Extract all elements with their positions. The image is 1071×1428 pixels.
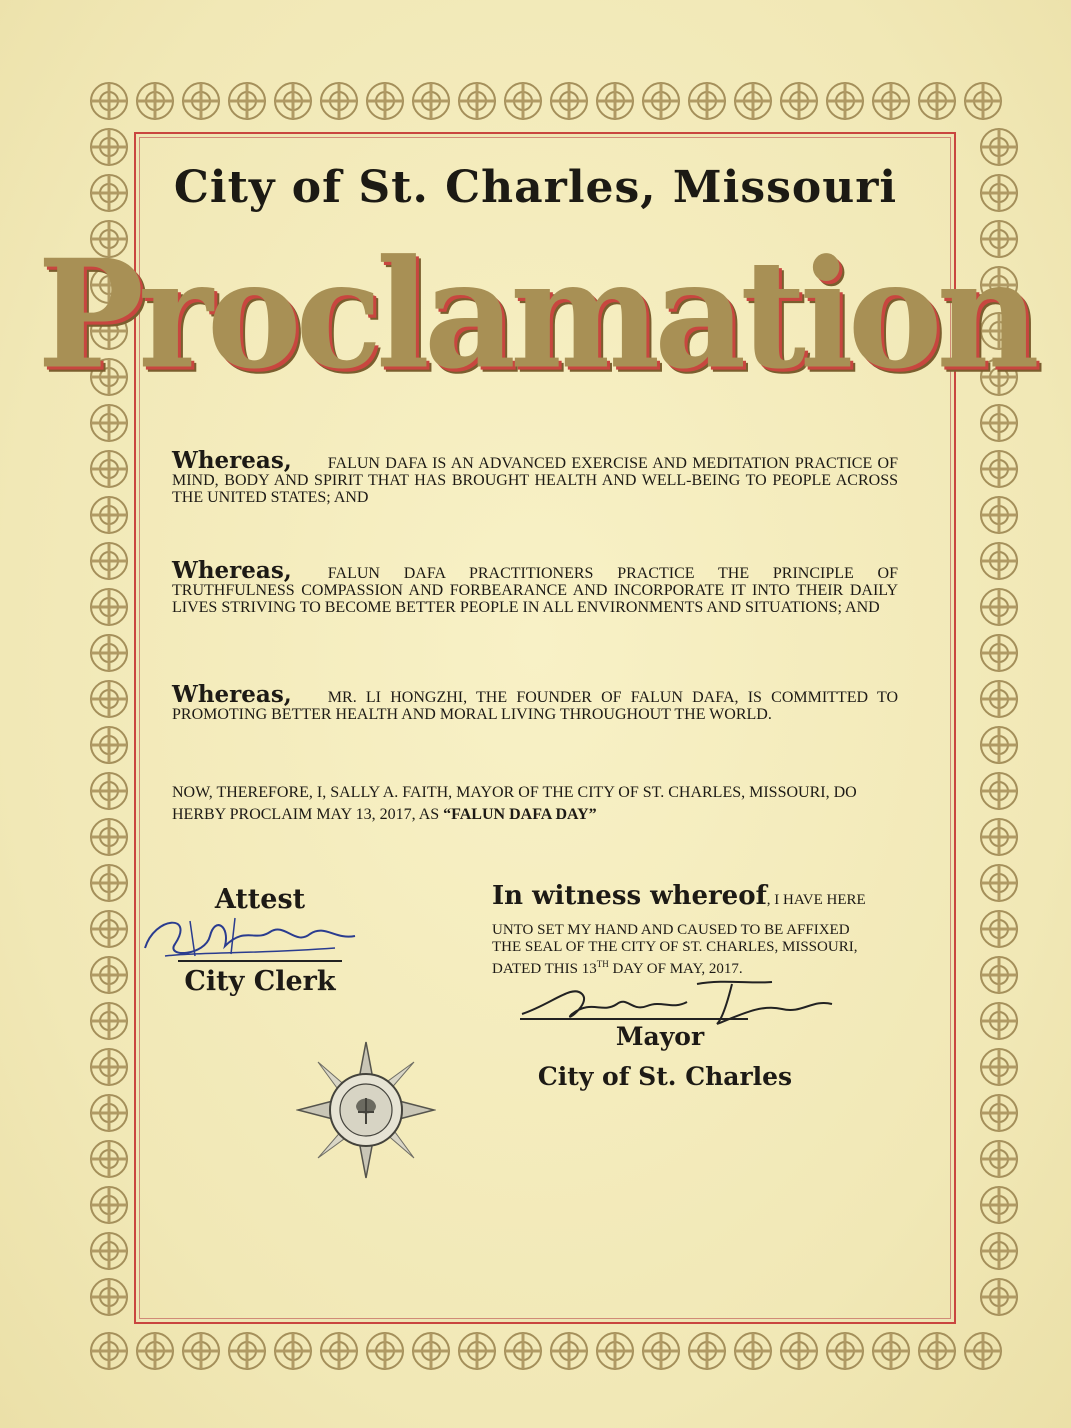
border-ornament-tile <box>91 497 127 533</box>
border-ornament-tile <box>91 1049 127 1085</box>
border-ornament-tile <box>91 543 127 579</box>
border-ornament-tile <box>321 83 357 119</box>
border-ornament-tile <box>827 1333 863 1369</box>
witness-line-1: UNTO SET MY HAND AND CAUSED TO BE AFFIXED <box>492 922 850 938</box>
border-ornament-tile <box>91 405 127 441</box>
border-ornament-tile <box>91 1095 127 1131</box>
border-ornament-tile <box>981 773 1017 809</box>
border-ornament-tile <box>321 1333 357 1369</box>
border-ornament-tile <box>137 1333 173 1369</box>
border-ornament-tile <box>91 1187 127 1223</box>
border-ornament-tile <box>981 911 1017 947</box>
border-ornament-tile <box>981 1279 1017 1315</box>
border-ornament-tile <box>91 635 127 671</box>
border-ornament-tile <box>91 957 127 993</box>
border-ornament-tile <box>597 1333 633 1369</box>
border-ornament-tile <box>643 1333 679 1369</box>
border-ornament-tile <box>873 83 909 119</box>
whereas-clause-3 <box>172 681 898 723</box>
whereas-clause-2 <box>172 557 898 616</box>
border-ornament-tile <box>413 1333 449 1369</box>
border-ornament-tile <box>229 83 265 119</box>
border-ornament-tile <box>981 1233 1017 1269</box>
border-ornament-tile <box>981 1003 1017 1039</box>
border-ornament-tile <box>981 865 1017 901</box>
clerk-signature <box>135 896 365 976</box>
border-ornament-tile <box>689 1333 725 1369</box>
border-ornament-tile <box>275 83 311 119</box>
border-ornament-tile <box>981 957 1017 993</box>
border-ornament-tile <box>551 1333 587 1369</box>
border-ornament-tile <box>91 129 127 165</box>
border-ornament-tile <box>781 1333 817 1369</box>
whereas-label: Whereas, <box>172 557 292 584</box>
border-ornament-tile <box>91 1003 127 1039</box>
border-ornament-tile <box>91 865 127 901</box>
proclamation-title: Proclamation <box>37 227 1034 403</box>
clerk-title: City Clerk <box>184 966 336 997</box>
border-ornament-tile <box>91 451 127 487</box>
border-ornament-tile <box>91 1141 127 1177</box>
border-ornament-tile <box>367 1333 403 1369</box>
border-ornament-tile <box>919 83 955 119</box>
clerk-signature-line <box>178 960 342 962</box>
declaration-text: NOW, THEREFORE, I, SALLY A. FAITH, MAYOR OF THE CITY OF ST. CHARLES, MISSOURI, DO HERBY PROCLAIM MAY 13, 2017, AS <box>172 784 857 823</box>
border-ornament-tile <box>275 1333 311 1369</box>
border-ornament-tile <box>367 83 403 119</box>
declaration-emphasis: “FALUN DAFA DAY” <box>443 806 597 823</box>
whereas-label: Whereas, <box>172 447 292 474</box>
witness-line-2: THE SEAL OF THE CITY OF ST. CHARLES, MISSOURI, <box>492 939 858 955</box>
border-ornament-tile <box>91 589 127 625</box>
border-ornament-tile <box>137 83 173 119</box>
whereas-text: FALUN DAFA PRACTITIONERS PRACTICE THE PRINCIPLE OF TRUTHFULNESS COMPASSION AND FORBEARANCE AND INCORPORATE IT INTO THEIR DAILY LIVES STRIVING TO BECOME BETTER PEOPLE IN ALL ENVIRONMENTS AND SITUATIONS; AND <box>172 565 898 616</box>
whereas-text: MR. LI HONGZHI, THE FOUNDER OF FALUN DAFA, IS COMMITTED TO PROMOTING BETTER HEALTH AND MORAL LIVING THROUGHOUT THE WORLD. <box>172 689 898 723</box>
whereas-label: Whereas, <box>172 681 292 708</box>
border-ornament-tile <box>873 1333 909 1369</box>
border-ornament-tile <box>505 1333 541 1369</box>
border-ornament-tile <box>981 727 1017 763</box>
border-ornament-tile <box>91 819 127 855</box>
border-ornament-tile <box>981 497 1017 533</box>
mayor-title: Mayor <box>615 1022 705 1051</box>
witness-line-3: DATED THIS 13TH DAY OF MAY, 2017. <box>492 959 743 977</box>
border-ornament-tile <box>505 83 541 119</box>
border-ornament-tile <box>91 1233 127 1269</box>
border-ornament-tile <box>981 1095 1017 1131</box>
border-ornament-tile <box>183 1333 219 1369</box>
border-ornament-tile <box>981 405 1017 441</box>
border-ornament-tile <box>981 681 1017 717</box>
border-ornament-tile <box>689 83 725 119</box>
border-ornament-tile <box>735 1333 771 1369</box>
border-ornament-tile <box>981 129 1017 165</box>
border-ornament-tile <box>91 1279 127 1315</box>
border-ornament-tile <box>965 1333 1001 1369</box>
border-ornament-tile <box>735 83 771 119</box>
border-ornament-tile <box>981 543 1017 579</box>
border-ornament-tile <box>459 1333 495 1369</box>
border-ornament-tile <box>981 589 1017 625</box>
border-ornament-tile <box>981 635 1017 671</box>
whereas-text: FALUN DAFA IS AN ADVANCED EXERCISE AND MEDITATION PRACTICE OF MIND, BODY AND SPIRIT THAT HAS BROUGHT HEALTH AND WELL-BEING TO PEOPLE ACROSS THE UNITED STATES; AND <box>172 455 898 506</box>
border-ornament-tile <box>981 1187 1017 1223</box>
border-ornament-tile <box>91 83 127 119</box>
border-ornament-tile <box>919 1333 955 1369</box>
border-ornament-tile <box>781 83 817 119</box>
city-seal <box>296 1040 436 1180</box>
witness-heading-line <box>492 881 932 911</box>
border-ornament-tile <box>91 1333 127 1369</box>
border-ornament-tile <box>551 83 587 119</box>
border-ornament-tile <box>91 773 127 809</box>
whereas-clause-1 <box>172 447 898 506</box>
border-ornament-tile <box>981 819 1017 855</box>
border-ornament-tile <box>981 1049 1017 1085</box>
mayor-city: City of St. Charles <box>537 1062 793 1091</box>
witness-heading: In witness whereof <box>492 881 767 911</box>
attest-heading: Attest <box>214 884 306 915</box>
border-ornament-tile <box>413 83 449 119</box>
border-ornament-tile <box>91 681 127 717</box>
border-ornament-tile <box>459 83 495 119</box>
border-ornament-tile <box>597 83 633 119</box>
declaration <box>172 782 908 826</box>
border-ornament-tile <box>965 83 1001 119</box>
border-ornament-tile <box>827 83 863 119</box>
border-ornament-tile <box>183 83 219 119</box>
border-ornament-tile <box>229 1333 265 1369</box>
witness-lead: , I HAVE HERE <box>766 892 866 908</box>
border-ornament-tile <box>91 727 127 763</box>
city-heading: City of St. Charles, Missouri <box>173 162 898 213</box>
border-ornament-tile <box>981 451 1017 487</box>
mayor-signature-line <box>520 1018 748 1020</box>
border-ornament-tile <box>981 1141 1017 1177</box>
border-ornament-tile <box>91 911 127 947</box>
border-ornament-tile <box>643 83 679 119</box>
